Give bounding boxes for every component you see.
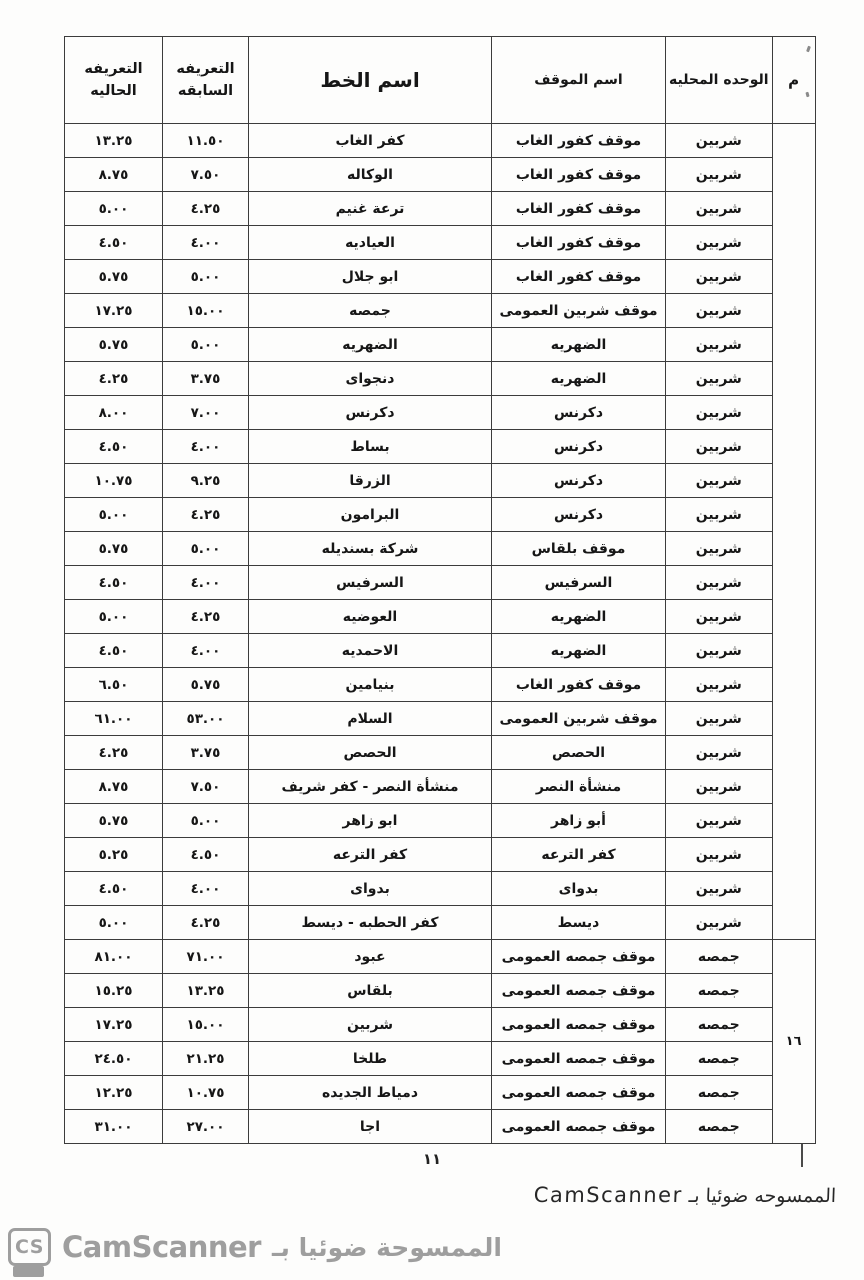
cell-section-number	[772, 124, 815, 940]
table-row	[65, 634, 816, 668]
cell-stop: أبو زاهر	[492, 804, 666, 838]
cell-unit: شربين	[666, 804, 773, 838]
cell-curr: ٨١.٠٠	[65, 940, 163, 974]
cell-line: كفر الترعه	[249, 838, 492, 872]
col-header-prev-line1: التعريفه	[176, 61, 235, 77]
cell-prev: ٤.٠٠	[163, 430, 249, 464]
cell-unit: شربين	[666, 532, 773, 566]
cell-line: دمياط الجديده	[249, 1076, 492, 1110]
cell-stop: موقف شربين العمومى	[492, 702, 666, 736]
cell-curr: ٥.٧٥	[65, 532, 163, 566]
cell-unit: شربين	[666, 124, 773, 158]
cell-curr: ٦.٥٠	[65, 668, 163, 702]
cell-line: السرفيس	[249, 566, 492, 600]
table-row	[65, 906, 816, 940]
cell-line: الاحمديه	[249, 634, 492, 668]
cell-stop: الضهريه	[492, 362, 666, 396]
cell-curr: ٨.٧٥	[65, 158, 163, 192]
cell-curr: ٣١.٠٠	[65, 1110, 163, 1144]
cell-unit: شربين	[666, 192, 773, 226]
cell-prev: ٣.٧٥	[163, 736, 249, 770]
cell-unit: شربين	[666, 736, 773, 770]
cell-line: طلخا	[249, 1042, 492, 1076]
cell-unit: شربين	[666, 158, 773, 192]
cell-curr: ٥.٧٥	[65, 804, 163, 838]
cell-stop: موقف جمصه العمومى	[492, 1008, 666, 1042]
table-row	[65, 532, 816, 566]
cell-prev: ٤.٢٥	[163, 192, 249, 226]
cell-unit: شربين	[666, 498, 773, 532]
col-header-m: م	[772, 37, 815, 124]
col-header-curr-line2: الحاليه	[90, 83, 137, 99]
footer-arabic-text: الممسوحة ضوئيا بـ	[271, 1232, 502, 1262]
cell-stop: دكرنس	[492, 396, 666, 430]
col-header-prev-line2: السابقه	[177, 83, 234, 99]
cell-prev: ٤.٢٥	[163, 906, 249, 940]
cell-stop: موقف كفور الغاب	[492, 260, 666, 294]
cell-curr: ١٥.٢٥	[65, 974, 163, 1008]
cell-line: بساط	[249, 430, 492, 464]
table-row	[65, 1076, 816, 1110]
page-number: ١١	[422, 1150, 442, 1168]
cell-prev: ١٥.٠٠	[163, 1008, 249, 1042]
cell-curr: ٤.٢٥	[65, 362, 163, 396]
camscanner-watermark-handwritten	[510, 1183, 861, 1207]
cell-unit: شربين	[666, 328, 773, 362]
cell-stop: كفر الترعه	[492, 838, 666, 872]
table-row	[65, 328, 816, 362]
table-row	[65, 668, 816, 702]
cell-stop: موقف كفور الغاب	[492, 192, 666, 226]
cell-stop: موقف بلقاس	[492, 532, 666, 566]
cell-unit: شربين	[666, 668, 773, 702]
cell-unit: جمصه	[666, 1042, 773, 1076]
table-row	[65, 396, 816, 430]
cell-stop: دكرنس	[492, 498, 666, 532]
cell-prev: ١٣.٢٥	[163, 974, 249, 1008]
table-row	[65, 430, 816, 464]
cell-unit: شربين	[666, 260, 773, 294]
cell-unit: شربين	[666, 226, 773, 260]
watermark-brand-text: CamScanner	[533, 1183, 684, 1207]
cell-curr: ١٠.٧٥	[65, 464, 163, 498]
table-row	[65, 260, 816, 294]
table-row	[65, 804, 816, 838]
cell-stop: ديسط	[492, 906, 666, 940]
cell-line: بدواى	[249, 872, 492, 906]
cell-line: الوكاله	[249, 158, 492, 192]
cell-stop: موقف جمصه العمومى	[492, 1042, 666, 1076]
cell-stop: دكرنس	[492, 430, 666, 464]
cell-curr: ١٣.٢٥	[65, 124, 163, 158]
cell-curr: ١٧.٢٥	[65, 1008, 163, 1042]
cell-section-number: ١٦	[772, 940, 815, 1144]
cell-stop: موقف كفور الغاب	[492, 158, 666, 192]
table-row	[65, 192, 816, 226]
cell-line: السلام	[249, 702, 492, 736]
cell-curr: ٤.٥٠	[65, 566, 163, 600]
cell-stop: الضهريه	[492, 328, 666, 362]
cell-curr: ٤.٥٠	[65, 430, 163, 464]
cell-prev: ٥.٧٥	[163, 668, 249, 702]
table-row	[65, 1110, 816, 1144]
cell-unit: شربين	[666, 396, 773, 430]
cell-stop: موقف جمصه العمومى	[492, 1076, 666, 1110]
cell-line: شركة بسنديله	[249, 532, 492, 566]
cell-unit: شربين	[666, 838, 773, 872]
cell-stop: بدواى	[492, 872, 666, 906]
cell-line: كفر الغاب	[249, 124, 492, 158]
table-row	[65, 124, 816, 158]
col-header-curr-tariff	[65, 37, 163, 124]
table-row	[65, 566, 816, 600]
cell-curr: ١٢.٢٥	[65, 1076, 163, 1110]
cell-line: بلقاس	[249, 974, 492, 1008]
cell-prev: ٤.٠٠	[163, 634, 249, 668]
cell-curr: ٤.٢٥	[65, 736, 163, 770]
cell-prev: ٤.٠٠	[163, 872, 249, 906]
cell-stop: السرفيس	[492, 566, 666, 600]
cell-line: بنيامين	[249, 668, 492, 702]
cell-unit: شربين	[666, 702, 773, 736]
cell-line: العياديه	[249, 226, 492, 260]
table-row	[65, 464, 816, 498]
cell-prev: ٧.٥٠	[163, 770, 249, 804]
cell-unit: جمصه	[666, 1110, 773, 1144]
cell-curr: ٨.٠٠	[65, 396, 163, 430]
cell-prev: ٧١.٠٠	[163, 940, 249, 974]
cell-curr: ٥.٧٥	[65, 260, 163, 294]
cell-unit: جمصه	[666, 1076, 773, 1110]
col-header-stop: اسم الموقف	[492, 37, 666, 124]
table-row	[65, 974, 816, 1008]
cell-stop: موقف جمصه العمومى	[492, 940, 666, 974]
cell-curr: ٥.٠٠	[65, 906, 163, 940]
cell-unit: شربين	[666, 770, 773, 804]
cell-line: كفر الحطبه - ديسط	[249, 906, 492, 940]
cell-line: ترعة غنيم	[249, 192, 492, 226]
cell-prev: ٥.٠٠	[163, 532, 249, 566]
cell-prev: ٥.٠٠	[163, 804, 249, 838]
cell-unit: جمصه	[666, 974, 773, 1008]
cell-prev: ٤.٥٠	[163, 838, 249, 872]
header-row	[65, 37, 816, 124]
table-row	[65, 498, 816, 532]
cell-line: اجا	[249, 1110, 492, 1144]
cell-prev: ١٠.٧٥	[163, 1076, 249, 1110]
cell-curr: ٥.٠٠	[65, 600, 163, 634]
cell-prev: ١٥.٠٠	[163, 294, 249, 328]
tariff-table	[64, 36, 816, 1144]
cell-line: دكرنس	[249, 396, 492, 430]
cell-curr: ٤.٥٠	[65, 634, 163, 668]
col-header-line: اسم الخط	[249, 37, 492, 124]
watermark-arabic-text: الممسوحه ضوئيا بـ	[688, 1185, 837, 1207]
camscanner-logo-letters: CS	[15, 1236, 44, 1258]
table-row	[65, 736, 816, 770]
cell-unit: جمصه	[666, 1008, 773, 1042]
cell-line: البرامون	[249, 498, 492, 532]
table-row	[65, 294, 816, 328]
cell-prev: ٩.٢٥	[163, 464, 249, 498]
cell-line: منشأة النصر - كفر شريف	[249, 770, 492, 804]
cell-prev: ٣.٧٥	[163, 362, 249, 396]
cell-stop: موقف شربين العمومى	[492, 294, 666, 328]
cell-stop: موقف جمصه العمومى	[492, 974, 666, 1008]
table-row	[65, 940, 816, 974]
cell-stop: الضهريه	[492, 634, 666, 668]
cell-curr: ٥.٧٥	[65, 328, 163, 362]
cell-unit: شربين	[666, 600, 773, 634]
col-header-unit: الوحده المحليه	[666, 37, 773, 124]
cell-prev: ٤.٢٥	[163, 498, 249, 532]
table-row	[65, 158, 816, 192]
cell-unit: شربين	[666, 634, 773, 668]
cell-line: الحصص	[249, 736, 492, 770]
cell-stop: موقف جمصه العمومى	[492, 1110, 666, 1144]
cell-curr: ٤.٥٠	[65, 226, 163, 260]
col-header-prev-tariff	[163, 37, 249, 124]
table-row	[65, 1042, 816, 1076]
table-row	[65, 226, 816, 260]
cell-prev: ٥٣.٠٠	[163, 702, 249, 736]
cell-stop: موقف كفور الغاب	[492, 124, 666, 158]
cell-unit: شربين	[666, 294, 773, 328]
cell-unit: شربين	[666, 362, 773, 396]
table-row	[65, 600, 816, 634]
table-row	[65, 1008, 816, 1042]
cell-unit: جمصه	[666, 940, 773, 974]
table-row	[65, 838, 816, 872]
cell-prev: ٧.٠٠	[163, 396, 249, 430]
cell-stop: منشأة النصر	[492, 770, 666, 804]
cell-curr: ٥.٢٥	[65, 838, 163, 872]
cell-curr: ١٧.٢٥	[65, 294, 163, 328]
cell-unit: شربين	[666, 464, 773, 498]
cell-line: دنجواى	[249, 362, 492, 396]
cell-curr: ٨.٧٥	[65, 770, 163, 804]
cell-line: جمصه	[249, 294, 492, 328]
table-row	[65, 770, 816, 804]
cell-prev: ٧.٥٠	[163, 158, 249, 192]
cell-unit: شربين	[666, 906, 773, 940]
cell-prev: ٢١.٢٥	[163, 1042, 249, 1076]
cell-curr: ٢٤.٥٠	[65, 1042, 163, 1076]
cell-curr: ٥.٠٠	[65, 192, 163, 226]
cell-unit: شربين	[666, 566, 773, 600]
cell-unit: شربين	[666, 430, 773, 464]
cell-curr: ٦١.٠٠	[65, 702, 163, 736]
table-row	[65, 872, 816, 906]
cell-prev: ٥.٠٠	[163, 260, 249, 294]
camscanner-logo-tab	[13, 1266, 44, 1277]
cell-line: العوضيه	[249, 600, 492, 634]
cell-prev: ٥.٠٠	[163, 328, 249, 362]
cell-prev: ١١.٥٠	[163, 124, 249, 158]
footer-brand-text: CamScanner	[62, 1230, 261, 1264]
cell-prev: ٤.٠٠	[163, 566, 249, 600]
cell-stop: موقف كفور الغاب	[492, 226, 666, 260]
cell-line: الزرقا	[249, 464, 492, 498]
cell-prev: ٤.٢٥	[163, 600, 249, 634]
cell-line: عبود	[249, 940, 492, 974]
cell-prev: ٤.٠٠	[163, 226, 249, 260]
table-row	[65, 362, 816, 396]
cell-prev: ٢٧.٠٠	[163, 1110, 249, 1144]
cell-line: الضهريه	[249, 328, 492, 362]
cell-curr: ٥.٠٠	[65, 498, 163, 532]
cell-stop: موقف كفور الغاب	[492, 668, 666, 702]
col-header-curr-line1: التعريفه	[84, 61, 143, 77]
camscanner-logo-icon	[8, 1228, 51, 1266]
cell-stop: الضهريه	[492, 600, 666, 634]
cell-line: شربين	[249, 1008, 492, 1042]
cell-stop: الحصص	[492, 736, 666, 770]
cell-curr: ٤.٥٠	[65, 872, 163, 906]
cell-stop: دكرنس	[492, 464, 666, 498]
cell-line: ابو جلال	[249, 260, 492, 294]
table-row	[65, 702, 816, 736]
cell-unit: شربين	[666, 872, 773, 906]
table-edge-overrun-line	[801, 1144, 803, 1167]
cell-line: ابو زاهر	[249, 804, 492, 838]
camscanner-footer-watermark	[8, 1224, 502, 1270]
